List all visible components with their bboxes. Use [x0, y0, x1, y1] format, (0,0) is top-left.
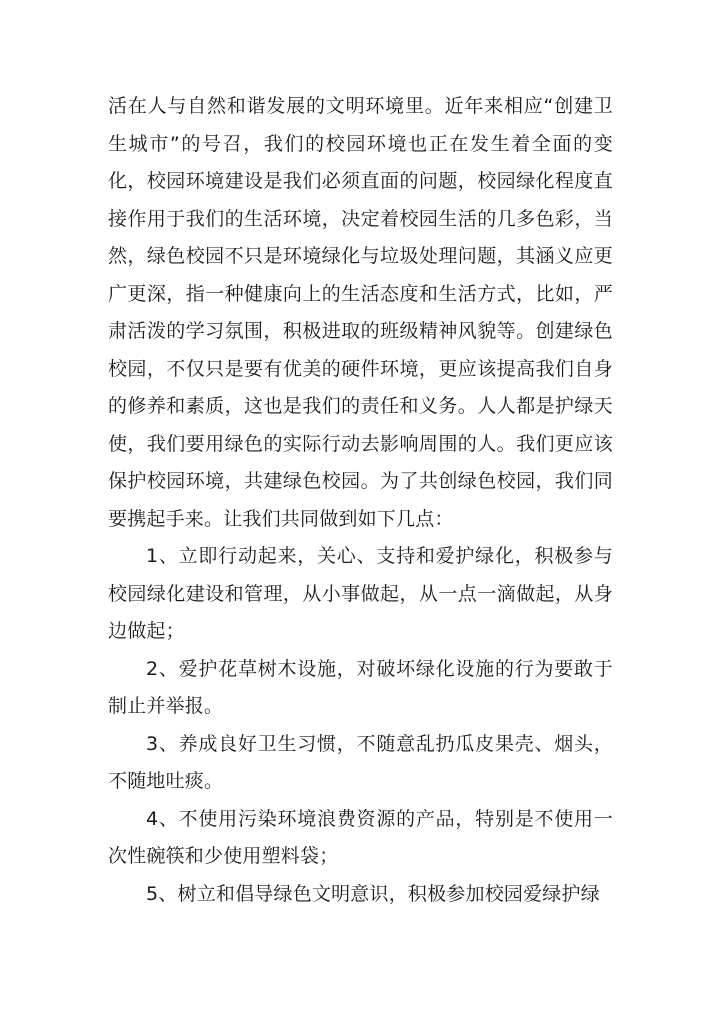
list-item-1: 1、立即行动起来，关心、支持和爱护绿化，积极参与校园绿化建设和管理，从小事做起，从一点一滴做起，从身边做起； — [108, 545, 613, 642]
intro-paragraph: 活在人与自然和谐发展的文明环境里。近年来相应“创建卫生城市”的号召，我们的校园环境也正在发生着全面的变化，校园环境建设是我们必须直面的问题，校园绿化程度直接作用于我们的生活环境，决定着校园生活的几多色彩，当然，绿色校园不只是环境绿化与垃圾处理问题，其涵义应更广更深，指一种健康向上的生活态度和生活方式，比如，严肃活泼的学习氛围，积极进取的班级精神风貌等。创建绿色校园，不仅只是要有优美的硬件环境，更应该提高我们自身的修养和素质，这也是我们的责任和义务。人人都是护绿天使，我们要用绿色的实际行动去影响周围的人。我们更应该保护校园环境，共建绿色校园。为了共创绿色校园，我们同要携起手来。让我们共同做到如下几点： — [108, 95, 613, 530]
list-item-5: 5、树立和倡导绿色文明意识，积极参加校园爱绿护绿 — [146, 882, 600, 905]
list-item-4: 4、不使用污染环境浪费资源的产品，特别是不使用一次性碗筷和少使用塑料袋； — [108, 807, 613, 867]
document-body — [108, 88, 613, 913]
list-item-2: 2、爱护花草树木设施，对破坏绿化设施的行为要敢于制止并举报。 — [108, 657, 613, 717]
list-item-3: 3、养成良好卫生习惯，不随意乱扔瓜皮果壳、烟头，不随地吐痰。 — [108, 732, 613, 792]
